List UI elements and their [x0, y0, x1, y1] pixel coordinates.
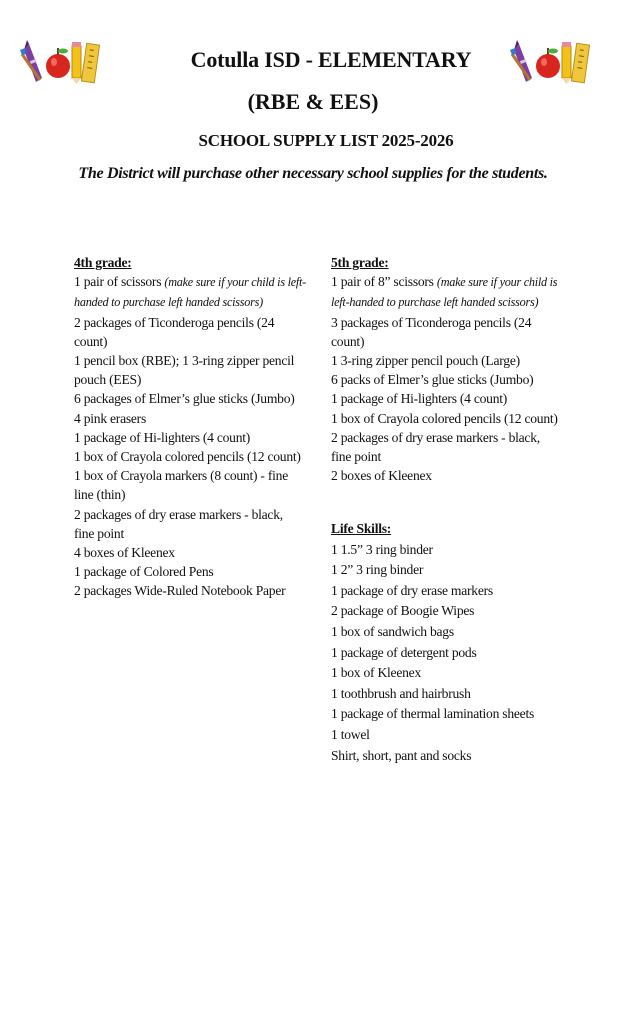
- scissors-note: (make sure if your child is left-handed to purchase left handed scissors): [331, 275, 558, 310]
- page-subtitle-campuses: (RBE & EES): [247, 89, 379, 114]
- list-item: 1 package of Hi-lighters (4 count): [74, 429, 251, 445]
- list-item: 6 packs of Elmer’s glue sticks (Jumbo): [331, 372, 534, 388]
- supply-list-title: SCHOOL SUPPLY LIST 2025-2026: [198, 131, 454, 150]
- life-skills-list: [331, 519, 571, 766]
- list-item: 1 3-ring zipper pencil pouch (Large): [331, 353, 520, 369]
- list-item: 1 box of Crayola colored pencils (12 count): [74, 449, 301, 465]
- list-item: 2 boxes of Kleenex: [331, 468, 432, 484]
- list-item: 1 pencil box (RBE); 1 3-ring zipper pencil pouch (EES): [74, 353, 295, 388]
- list-item: 1 package of detergent pods: [331, 644, 477, 660]
- list-item: Shirt, short, pant and socks: [331, 747, 472, 763]
- district-notice: The District will purchase other necessary school supplies for the students.: [78, 165, 548, 182]
- list-item: 2 packages of dry erase markers - black, fine point: [331, 429, 540, 465]
- grade5-scissors-item: 1 pair of 8” scissors: [331, 274, 434, 290]
- list-item: 1 box of Crayola markers (8 count) - fine line (thin): [74, 468, 288, 503]
- list-item: 1 box of sandwich bags: [331, 623, 454, 639]
- grade5-heading: 5th grade:: [331, 255, 389, 270]
- list-item: 1 package of Hi-lighters (4 count): [331, 391, 508, 407]
- list-item: 1 1.5” 3 ring binder: [331, 541, 433, 557]
- life-skills-heading: Life Skills:: [331, 521, 392, 536]
- list-item: 2 packages Wide-Ruled Notebook Paper: [74, 583, 286, 599]
- scissors-note: (make sure if your child is left-handed to purchase left handed scissors): [74, 275, 306, 310]
- list-item: [331, 272, 563, 312]
- list-item: 1 box of Kleenex: [331, 665, 421, 681]
- list-item: 6 packages of Elmer’s glue sticks (Jumbo): [74, 391, 295, 407]
- list-item: 1 package of thermal lamination sheets: [331, 706, 535, 722]
- list-item: 1 towel: [331, 726, 370, 742]
- list-item: 4 pink erasers: [74, 410, 146, 426]
- grade4-scissors-item: 1 pair of scissors: [74, 274, 162, 290]
- list-item: [74, 272, 306, 312]
- list-item: 3 packages of Ticonderoga pencils (24 count): [331, 314, 532, 349]
- page-title: Cotulla ISD - ELEMENTARY: [190, 47, 472, 72]
- grade5-list: [331, 253, 563, 485]
- grade4-heading: 4th grade:: [74, 255, 132, 270]
- list-item: 1 package of dry erase markers: [331, 582, 493, 598]
- list-item: 1 2” 3 ring binder: [331, 562, 424, 578]
- list-item: 1 box of Crayola colored pencils (12 count): [331, 410, 558, 426]
- list-item: 1 package of Colored Pens: [74, 564, 214, 580]
- list-item: 2 package of Boogie Wipes: [331, 603, 475, 619]
- list-item: 4 boxes of Kleenex: [74, 545, 175, 561]
- list-item: 2 packages of dry erase markers - black, fine point: [74, 506, 283, 541]
- grade4-list: [74, 253, 306, 601]
- list-item: 1 toothbrush and hairbrush: [331, 685, 471, 701]
- list-item: 2 packages of Ticonderoga pencils (24 count): [74, 314, 275, 349]
